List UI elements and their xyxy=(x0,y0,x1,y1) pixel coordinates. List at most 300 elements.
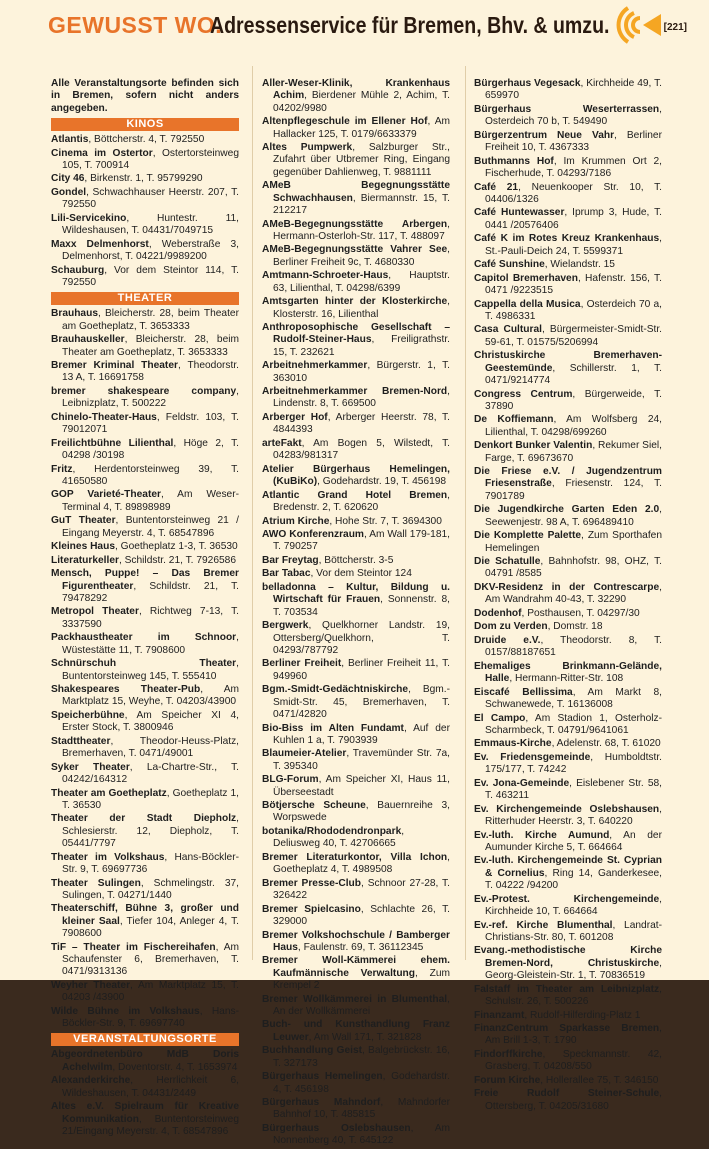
venue-entry xyxy=(262,878,450,903)
venue-detail: , Schildstr. 21, T. 7926586 xyxy=(118,554,236,566)
venue-entry xyxy=(474,78,662,103)
section-header-veranstaltungsorte: VERANSTALTUNGSORTE xyxy=(51,1033,239,1046)
venue-name: Forum Kirche xyxy=(474,1074,541,1086)
venue-entry xyxy=(262,296,450,321)
venue-detail: , Vor dem Steintor 124 xyxy=(310,568,412,580)
intro-text: Alle Veranstaltungsorte befinden sich in Bremen, sofern nicht anders angegeben. xyxy=(51,78,239,114)
venue-entry xyxy=(474,661,662,686)
venue-name: Brauhauskeller xyxy=(51,334,125,346)
venue-detail: , Hollerallee 75, T. 346150 xyxy=(540,1074,659,1086)
venue-name: Bremer Volkshochschule / Bamberger Haus xyxy=(262,929,450,953)
venue-name: Bgm.-Smidt-Gedächtniskirche xyxy=(262,684,409,696)
venue-detail: , Am Weser-Terminal 4, T. 89898989 xyxy=(62,489,239,513)
venue-name: Christuskirche Bremerhaven-Geestemünde xyxy=(474,350,662,374)
venue-list-3 xyxy=(474,78,662,1113)
venue-entry xyxy=(474,830,662,855)
venue-name: Die Schatulle xyxy=(474,556,541,568)
venue-detail: , Bürgerweide, T. 37890 xyxy=(485,388,663,412)
venue-name: Café 21 xyxy=(474,181,519,193)
venue-detail: , Zum Krempel 2 xyxy=(273,967,450,992)
venue-entry xyxy=(262,116,450,141)
venue-entry xyxy=(262,490,450,515)
venue-name: Bergwerk xyxy=(262,620,309,632)
venue-name: Bürgerzentrum Neue Vahr xyxy=(474,129,615,141)
venue-detail: , Am Wandrahm 40-43, T. 32290 xyxy=(485,581,662,606)
venue-name: Bürgerhaus Weserterrassen xyxy=(474,103,660,115)
section-header-theater: THEATER xyxy=(51,292,239,305)
venue-name: Bötjersche Scheune xyxy=(262,800,366,812)
venue-name: Denkort Bunker Valentin xyxy=(474,440,593,452)
venue-name: Ev. Kirchengemeinde Oslebshausen xyxy=(474,803,660,815)
venue-entry xyxy=(474,1075,662,1087)
venue-name: Theater am Goetheplatz xyxy=(51,787,167,799)
venue-detail: , St.-Pauli-Deich 24, T. 5599371 xyxy=(485,233,662,257)
venue-detail: , Herdentorsteinweg 39, T. 41650580 xyxy=(62,463,239,487)
venue-name: Bremer Kriminal Theater xyxy=(51,360,178,372)
venue-name: Blaumeier-Atelier xyxy=(262,748,347,760)
venue-name: Freie Rudolf Steiner-Schule xyxy=(474,1088,660,1100)
venue-entry xyxy=(474,984,662,1009)
venue-detail: , Klosterstr. 16, Lilienthal xyxy=(273,296,450,320)
venue-name: Kleines Haus xyxy=(51,541,115,553)
venue-name: Ev.-luth. Kirchengemeinde St. Cyprian & Cornelius xyxy=(474,855,662,879)
venue-name: Emmaus-Kirche xyxy=(474,738,552,750)
venue-name: Die Komplette Palette xyxy=(474,530,582,542)
venue-name: AWO Konferenzraum xyxy=(262,529,364,541)
venue-detail: , Auf der Kuhlen 1 a, T. 7903939 xyxy=(273,722,450,746)
venue-detail: , Kirchheide 10, T. 664664 xyxy=(485,893,662,917)
venue-detail: , Am Wall 171, T. 321828 xyxy=(308,1031,422,1043)
venue-detail: , Georg-Gleistein-Str. 1, T. 70836519 xyxy=(485,957,662,982)
venue-name: Café K im Rotes Kreuz Krankenhaus xyxy=(474,233,660,245)
venue-entry xyxy=(262,386,450,411)
venue-name: Schauburg xyxy=(51,264,105,276)
venue-name: Ev. Friedensgemeinde xyxy=(474,751,591,763)
venue-entry xyxy=(51,903,239,940)
venue-detail: , Quelkhorner Landstr. 19, Ottersberg/Quelkhorn, T. 04293/787792 xyxy=(273,620,450,656)
venue-name: bremer shakespeare company xyxy=(51,385,237,397)
venue-detail: , Am Speicher XI, Haus 11, Überseestadt xyxy=(273,774,450,798)
venue-name: Bar Tabac xyxy=(262,568,311,580)
venue-detail: , Huntestr. 11, Wildeshausen, T. 04431/7049715 xyxy=(62,212,239,237)
venue-detail: , Am Marktplatz 15, T. 04203 /43900 xyxy=(62,979,239,1004)
venue-name: Ehemaliges Brinkmann-Gelände, Halle xyxy=(474,660,662,685)
column-1 xyxy=(51,78,239,1139)
venue-name: Eiscafé Bellissima xyxy=(474,686,573,698)
venue-name: Finanzamt xyxy=(474,1009,525,1021)
venue-name: Casa Cultural xyxy=(474,324,542,336)
venue-detail: , Ring 14, Ganderkesee, T. 04222 /94200 xyxy=(485,867,663,892)
venue-name: Altes e.V. Spielraum für Kreative Kommunikation xyxy=(51,1101,239,1125)
venue-name: Chinelo-Theater-Haus xyxy=(51,411,157,423)
venue-detail: , An der Aumunder Kirche 5, T. 664664 xyxy=(485,829,662,853)
venue-entry xyxy=(474,635,662,660)
venue-entry xyxy=(51,173,239,185)
venue-detail: , Hauptstr. 63, Lilienthal, T. 04298/6399 xyxy=(273,270,450,294)
venue-entry xyxy=(262,438,450,463)
venue-name: City 46 xyxy=(51,173,85,185)
venue-entry xyxy=(474,273,662,298)
venue-entry xyxy=(474,259,662,271)
venue-entry xyxy=(262,322,450,359)
page-number: [221] xyxy=(663,22,687,33)
venue-entry xyxy=(474,687,662,712)
venue-entry xyxy=(474,182,662,207)
venue-entry xyxy=(262,930,450,955)
venue-name: Maxx Delmenhorst xyxy=(51,238,149,250)
venue-name: Atelier Bürgerhaus Hemelingen, (KuBiKo) xyxy=(262,463,450,488)
page-title: Adressenservice für Bremen, Bhv. & umzu. xyxy=(210,12,610,38)
venue-name: Stadttheater xyxy=(51,735,111,747)
venue-entry xyxy=(51,360,239,385)
venue-entry xyxy=(51,1101,239,1138)
venue-name: GOP Varieté-Theater xyxy=(51,489,161,501)
venue-detail: , Bauernreihe 3, Worpswede xyxy=(273,800,450,824)
venue-name: Shakespeares Theater-Pub xyxy=(51,684,201,696)
venue-detail: , Buntentorsteinweg 145, T. 555410 xyxy=(62,658,239,682)
venue-entry xyxy=(51,813,239,850)
venue-detail: , Höge 2, T. 04298 /30198 xyxy=(62,437,239,461)
venue-detail: , Theodorstr. 8, T. 0157/88187651 xyxy=(485,634,662,659)
venue-entry xyxy=(474,466,662,503)
venue-entry xyxy=(51,515,239,540)
venue-entry xyxy=(262,270,450,295)
venue-name: AMeB-Begegnungsstätte Vahrer See xyxy=(262,244,448,256)
venue-detail: , Herrlichkeit 6, Wildeshausen, T. 04431/2449 xyxy=(62,1075,239,1099)
venue-list-2 xyxy=(262,78,450,1148)
venue-detail: , Godehardstr. 4, T. 456198 xyxy=(273,1071,450,1095)
venue-entry xyxy=(51,736,239,761)
venue-entry xyxy=(474,752,662,777)
venue-entry xyxy=(51,148,239,173)
venue-name: Dodenhof xyxy=(474,607,522,619)
venue-entry xyxy=(51,852,239,877)
venue-name: Bürgerhaus Vegesack xyxy=(474,78,581,89)
venue-name: Die Friese e.V. / Jugendzentrum Friesenstraße xyxy=(474,466,662,490)
column-3 xyxy=(474,78,662,1114)
venue-entry xyxy=(262,412,450,437)
venue-entry xyxy=(474,894,662,919)
venue-detail: , Bgm.-Smidt-Str. 45, Bremerhaven, T. 0471/42820 xyxy=(273,684,450,720)
venue-entry xyxy=(51,788,239,813)
venue-name: Freilichtbühne Lilienthal xyxy=(51,437,174,449)
venue-detail: , Wielandstr. 15 xyxy=(544,259,615,271)
venue-entry xyxy=(51,541,239,553)
venue-entry xyxy=(474,504,662,529)
venue-entry xyxy=(262,620,450,657)
venue-entry xyxy=(262,219,450,244)
page-header xyxy=(0,0,709,50)
venue-entry xyxy=(262,529,450,554)
column-divider xyxy=(465,66,466,960)
venue-detail: , Ritterhuder Heerstr. 3, T. 640220 xyxy=(485,803,662,828)
column-2 xyxy=(262,78,450,1149)
venue-name: Weyher Theater xyxy=(51,979,131,991)
venue-name: Speicherbühne xyxy=(51,709,125,721)
venue-name: Ev. Jona-Gemeinde xyxy=(474,777,570,789)
venue-entry xyxy=(262,1045,450,1070)
venue-detail: , Humboldtstr. 175/177, T. 74242 xyxy=(485,751,662,776)
venue-detail: , Osterdeich 70 a, T. 4986331 xyxy=(485,298,662,322)
venue-name: Berliner Freiheit xyxy=(262,658,342,670)
venue-detail: , Böttcherstr. 4, T. 792550 xyxy=(88,134,205,146)
venue-detail: , Biermannstr. 15, T. 212217 xyxy=(273,192,450,216)
venue-detail: , Salzburger Str., Zufahrt über Utbremer Ring, Eingang gegenüber Dahlienweg, T. 9881111 xyxy=(273,142,450,178)
venue-entry xyxy=(262,464,450,489)
venue-name: Die Jugendkirche Garten Eden 2.0 xyxy=(474,504,660,516)
venue-name: AMeB-Begegnungsstätte Arbergen xyxy=(262,218,448,230)
venue-detail: , Bierdener Mühle 2, Achim, T. 04202/9980 xyxy=(273,90,450,114)
venue-entry xyxy=(51,1075,239,1100)
venue-detail: , Am Brill 1-3, T. 1790 xyxy=(485,1023,662,1047)
venue-entry xyxy=(51,134,239,146)
venue-entry xyxy=(51,632,239,657)
venue-entry xyxy=(474,440,662,465)
venue-name: Brauhaus xyxy=(51,308,98,320)
venue-detail: , Arberger Heerstr. 78, T. 4844393 xyxy=(273,412,450,436)
venue-detail: , Am Bogen 5, Wilstedt, T. 04283/981317 xyxy=(273,437,450,462)
venue-entry xyxy=(51,386,239,411)
venue-entry xyxy=(474,104,662,129)
venue-name: Schnürschuh Theater xyxy=(51,658,237,670)
venue-detail: , Balgebrückstr. 16, T. 327173 xyxy=(273,1045,450,1069)
venue-entry xyxy=(262,180,450,217)
venue-detail: , Bredenstr. 2, T. 620620 xyxy=(273,489,450,513)
venue-detail: , Bleicherstr. 28, beim Theater am Goetheplatz, T. 3653333 xyxy=(62,334,239,358)
venue-entry xyxy=(262,684,450,721)
venue-detail: , Hans-Böckler-Str. 9, T. 69697740 xyxy=(62,1005,239,1030)
venue-entry xyxy=(51,684,239,709)
venue-detail: , Ostertorsteinweg 105, T. 700914 xyxy=(62,147,239,171)
venue-entry xyxy=(262,994,450,1019)
venue-name: Dom zu Verden xyxy=(474,621,548,633)
venue-detail: , Speckmannstr. 42, Grasberg, T. 04208/550 xyxy=(485,1048,662,1073)
venue-detail: , Rudolf-Hilferding-Platz 1 xyxy=(524,1009,641,1021)
venue-detail: , Seewenjestr. 98 A, T. 696489410 xyxy=(485,504,662,528)
venue-detail: , Am Schaufenster 6, Bremerhaven, T. 0471/9313136 xyxy=(62,941,239,978)
venue-entry xyxy=(51,239,239,264)
venue-name: Falstaff im Theater am Leibnizplatz xyxy=(474,983,660,995)
venue-detail: , An der Wollkämmerei xyxy=(273,993,450,1017)
venue-entry xyxy=(474,621,662,633)
venue-detail: , Hermann-Ritter-Str. 108 xyxy=(509,673,624,685)
venue-name: Altenpflegeschule im Ellener Hof xyxy=(262,116,428,128)
venue-detail: , Leibnizplatz, T. 500222 xyxy=(62,385,239,410)
venue-entry xyxy=(474,582,662,607)
venue-name: GuT Theater xyxy=(51,515,116,527)
venue-name: Arbeitnehmerkammer xyxy=(262,360,368,372)
venue-name: Aller-Weser-Klinik, Krankenhaus Achim xyxy=(262,78,450,102)
venue-name: BLG-Forum xyxy=(262,774,319,786)
venue-entry xyxy=(262,800,450,825)
venue-name: Capitol Bremerhaven xyxy=(474,272,578,284)
venue-detail: , Buntentorsteinweg 21 / Eingang Meyerstr. 4, T. 68547896 xyxy=(62,515,239,539)
venue-name: Ev.-ref. Kirche Blumenthal xyxy=(474,919,613,931)
venue-entry xyxy=(51,308,239,333)
venue-detail: , Sonnenstr. 8, T. 703534 xyxy=(273,594,450,618)
venue-detail: , La-Chartre-Str., T. 04242/164312 xyxy=(62,761,239,786)
venue-entry xyxy=(474,1049,662,1074)
venue-detail: , Am Hallacker 125, T. 0179/6633379 xyxy=(273,116,450,140)
venue-entry xyxy=(262,516,450,528)
venue-detail: , Goetheplatz 1-3, T. 36530 xyxy=(114,541,238,553)
venue-detail: , Kirchheide 49, T. 659970 xyxy=(485,78,662,102)
venue-detail: , Vor dem Steintor 114, T. 792550 xyxy=(62,264,239,288)
venue-entry xyxy=(474,299,662,324)
venue-entry xyxy=(262,826,450,851)
venue-detail: , Faulenstr. 69, T. 36112345 xyxy=(297,941,424,953)
venue-name: Bremer Literaturkontor, Villa Ichon xyxy=(262,851,448,863)
venue-entry xyxy=(262,555,450,567)
venue-detail: , Theodorstr. 13 A, T. 16691758 xyxy=(62,360,239,384)
venue-name: Theater Sulingen xyxy=(51,877,141,889)
venue-name: AMeB Begegnungsstätte Schwachhausen xyxy=(262,180,450,204)
venue-detail: , Lindenstr. 8, T. 669500 xyxy=(273,386,450,410)
venue-name: Amtsgarten hinter der Klosterkirche xyxy=(262,296,448,308)
venue-detail: , Neuenkooper Str. 10, T. 04406/1326 xyxy=(485,181,662,205)
veranstaltungsorte-list xyxy=(51,1049,239,1138)
venue-entry xyxy=(51,1006,239,1031)
venue-detail: , Goetheplatz 4, T. 4989508 xyxy=(273,851,450,876)
venue-entry xyxy=(474,324,662,349)
venue-entry xyxy=(51,265,239,290)
venue-detail: , Eislebener Str. 58, T. 463211 xyxy=(485,777,663,802)
venue-name: Bremer Wollkämmerei in Blumenthal xyxy=(262,993,448,1005)
venue-name: Bremer Spielcasino xyxy=(262,903,361,915)
venue-detail: , Domstr. 18 xyxy=(547,621,603,633)
venue-entry xyxy=(262,142,450,179)
venue-detail: , Hermann-Osterloh-Str. 117, T. 488097 xyxy=(273,218,450,242)
venue-name: Ev.-luth. Kirche Aumund xyxy=(474,829,610,841)
venue-entry xyxy=(262,1071,450,1096)
venue-entry xyxy=(474,350,662,387)
venue-name: Syker Theater xyxy=(51,761,130,773)
venue-detail: , Feldstr. 103, T. 79012071 xyxy=(62,411,239,436)
venue-detail: , Berliner Freiheit 9c, T. 4680330 xyxy=(273,244,450,268)
venue-name: Evang.-methodistische Kirche Bremen-Nord, Christuskirche xyxy=(474,945,662,969)
venue-detail: , Richtweg 7-13, T. 3337590 xyxy=(62,606,239,630)
venue-entry xyxy=(51,980,239,1005)
venue-entry xyxy=(262,748,450,773)
venue-entry xyxy=(262,582,450,619)
venue-entry xyxy=(474,389,662,414)
venue-entry xyxy=(474,855,662,892)
venue-detail: , Hafenstr. 156, T. 0471 /9223515 xyxy=(485,272,662,296)
venue-entry xyxy=(474,1010,662,1022)
venue-name: belladonna – Kultur, Bildung u. Wirtschaft für Frauen xyxy=(262,581,450,606)
venue-name: TiF – Theater im Fischereihafen xyxy=(51,941,216,953)
venue-detail: , Schildstr. 21, T. 79478292 xyxy=(62,580,239,604)
venue-name: Anthroposophische Gesellschaft – Rudolf-Steiner-Haus xyxy=(262,322,450,346)
venue-detail: , Am Wall 179-181, T. 790257 xyxy=(273,529,451,553)
venue-detail: , Berliner Freiheit 11, T. 949960 xyxy=(273,658,450,682)
venue-entry xyxy=(474,530,662,555)
venue-detail: , Zum Sporthafen Hemelingen xyxy=(485,530,662,554)
venue-detail: , Am Nonnenberg 40, T. 645122 xyxy=(273,1122,450,1147)
venue-name: Arbeitnehmerkammer Bremen-Nord xyxy=(262,386,448,398)
venue-detail: , Am Wolfsberg 24, Lilienthal, T. 04298/699260 xyxy=(485,414,662,438)
venue-name: arteFakt xyxy=(262,437,302,449)
venue-detail: , Schnoor 27-28, T. 326422 xyxy=(273,877,450,902)
venue-detail: , Adelenstr. 68, T. 61020 xyxy=(551,738,661,750)
venue-detail: , Böttcherstr. 3-5 xyxy=(318,554,394,566)
venue-detail: , Goetheplatz 1, T. 36530 xyxy=(62,787,239,811)
section-header-kinos: KINOS xyxy=(51,118,239,131)
venue-name: Amtmann-Schroeter-Haus xyxy=(262,270,389,282)
venue-name: DKV-Residenz in der Contrescarpe xyxy=(474,581,660,593)
venue-detail: , Schillerstr. 1, T. 0471/9214774 xyxy=(485,362,662,386)
venue-name: Arberger Hof xyxy=(262,412,328,423)
venue-name: FinanzCentrum Sparkasse Bremen xyxy=(474,1023,660,1035)
venue-name: botanika/Rhododendronpark xyxy=(262,826,402,837)
venue-entry xyxy=(474,608,662,620)
venue-detail: , Birkenstr. 1, T. 95799290 xyxy=(84,173,203,185)
venue-detail: , Am Speicher XI 4, Erster Stock, T. 3800946 xyxy=(62,709,239,734)
venue-name: Abgeordnetenbüro MdB Doris Achelwilm xyxy=(51,1049,239,1073)
venue-entry xyxy=(474,130,662,155)
kinos-list xyxy=(51,134,239,289)
venue-entry xyxy=(51,710,239,735)
venue-detail: , Hohe Str. 7, T. 3694300 xyxy=(329,515,442,527)
column-divider xyxy=(252,66,253,960)
venue-detail: , Schlesierstr. 12, Diepholz, T. 05441/7797 xyxy=(62,813,239,850)
venue-detail: , Travemünder Str. 7a, T. 395340 xyxy=(273,748,450,772)
venue-name: Metropol Theater xyxy=(51,606,139,618)
venue-name: De Koffiemann xyxy=(474,414,554,426)
venue-detail: , Am Markt 8, Schwanewede, T. 16136008 xyxy=(485,686,662,710)
venue-detail: , Schwachhauser Heerstr. 207, T. 792550 xyxy=(62,186,239,211)
venue-name: Bürgerhaus Mahndorf xyxy=(262,1097,381,1109)
venue-entry xyxy=(51,568,239,605)
venue-detail: , Posthausen, T. 04297/30 xyxy=(521,607,640,619)
venue-detail: , Mahndorfer Bahnhof 10, T. 485815 xyxy=(273,1097,450,1121)
venue-entry xyxy=(474,804,662,829)
venue-name: Buchhandlung Geist xyxy=(262,1045,362,1057)
venue-detail: , Schlachte 26, T. 329000 xyxy=(273,903,451,927)
venue-detail: , Bürgermeister-Smidt-Str. 59-61, T. 01575/5206994 xyxy=(485,324,663,348)
venue-name: Findorffkirche xyxy=(474,1048,543,1060)
venue-entry xyxy=(51,762,239,787)
venue-name: Gondel xyxy=(51,186,87,198)
venue-entry xyxy=(474,414,662,439)
theater-list xyxy=(51,308,239,1030)
venue-detail: , Bürgerstr. 1, T. 363010 xyxy=(273,360,450,384)
venue-detail: , Im Krummen Ort 2, Fischerhude, T. 04293/7186 xyxy=(485,155,662,179)
venue-name: Fritz xyxy=(51,463,73,475)
venue-name: Literaturkeller xyxy=(51,554,119,566)
venue-detail: , Osterdeich 70 b, T. 549490 xyxy=(485,103,662,128)
venue-detail: , Am Marktplatz 15, Weyhe, T. 04203/43900 xyxy=(62,684,239,708)
venue-detail: , Landrat-Christians-Str. 80, T. 601208 xyxy=(485,919,662,943)
venue-detail: , Am Stadion 1, Osterholz-Scharmbeck, T. 04791/9641061 xyxy=(485,712,662,736)
venue-entry xyxy=(474,738,662,750)
venue-entry xyxy=(474,233,662,258)
venue-detail: , Iprump 3, Hude, T. 0441 /20576406 xyxy=(485,207,662,231)
venue-entry xyxy=(51,412,239,437)
venue-name: Café Huntewasser xyxy=(474,207,565,219)
venue-detail: , Wüstestätte 11, T. 7908600 xyxy=(62,632,239,656)
signal-waves-icon xyxy=(612,4,664,46)
venue-entry xyxy=(262,1097,450,1122)
venue-entry xyxy=(51,606,239,631)
venue-entry xyxy=(262,568,450,580)
venue-entry xyxy=(262,723,450,748)
venue-entry xyxy=(474,556,662,581)
venue-entry xyxy=(51,658,239,683)
venue-name: Druide e.V. xyxy=(474,634,541,646)
venue-detail: , Schmelingstr. 37, Sulingen, T. 04271/1440 xyxy=(62,877,239,901)
venue-name: Bio-Biss im Alten Fundamt xyxy=(262,722,404,734)
